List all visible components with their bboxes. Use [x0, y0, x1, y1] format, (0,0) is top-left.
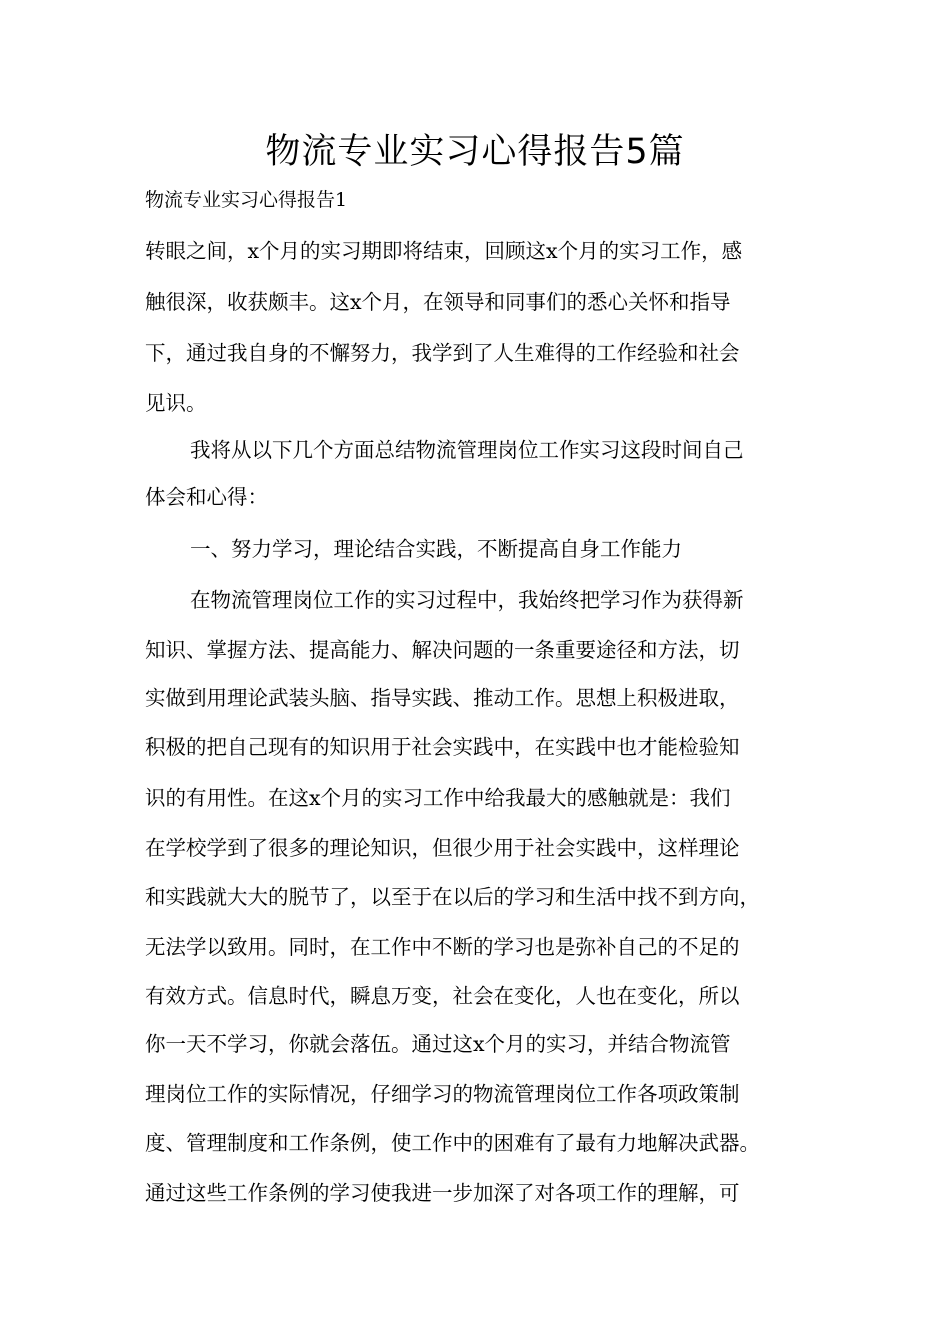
- paragraph-line: 你一天不学习，你就会落伍。通过这x个月的实习，并结合物流管: [145, 1032, 731, 1056]
- paragraph-line: 在物流管理岗位工作的实习过程中，我始终把学习作为获得新: [190, 588, 744, 612]
- paragraph-line: 体会和心得：: [145, 485, 268, 509]
- paragraph-line: 转眼之间，x个月的实习期即将结束，回顾这x个月的实习工作，感: [145, 239, 743, 263]
- paragraph-line: 度、管理制度和工作条例，使工作中的困难有了最有力地解决武器。: [145, 1131, 760, 1155]
- paragraph-line: 积极的把自己现有的知识用于社会实践中，在实践中也才能检验知: [145, 735, 740, 759]
- subsection-heading: 一、努力学习，理论结合实践，不断提高自身工作能力: [190, 537, 682, 561]
- paragraph-line: 下，通过我自身的不懈努力，我学到了人生难得的工作经验和社会: [145, 341, 740, 365]
- section-heading: 物流专业实习心得报告1: [145, 189, 348, 211]
- paragraph-line: 有效方式。信息时代，瞬息万变，社会在变化，人也在变化，所以: [145, 984, 740, 1008]
- paragraph-line: 通过这些工作条例的学习使我进一步加深了对各项工作的理解，可: [145, 1181, 740, 1205]
- paragraph-line: 见识。: [145, 391, 207, 415]
- paragraph-line: 知识、掌握方法、提高能力、解决问题的一条重要途径和方法，切: [145, 638, 740, 662]
- paragraph-line: 触很深，收获颇丰。这x个月，在领导和同事们的悉心关怀和指导: [145, 290, 731, 314]
- paragraph-line: 理岗位工作的实际情况，仔细学习的物流管理岗位工作各项政策制: [145, 1082, 740, 1106]
- paragraph-line: 实做到用理论武装头脑、指导实践、推动工作。思想上积极进取，: [145, 686, 740, 710]
- paragraph-line: 和实践就大大的脱节了，以至于在以后的学习和生活中找不到方向，: [145, 885, 760, 909]
- paragraph-line: 无法学以致用。同时，在工作中不断的学习也是弥补自己的不足的: [145, 935, 740, 959]
- paragraph-line: 识的有用性。在这x个月的实习工作中给我最大的感触就是：我们: [145, 786, 731, 810]
- paragraph-line: 我将从以下几个方面总结物流管理岗位工作实习这段时间自己: [190, 438, 744, 462]
- document-title: 物流专业实习心得报告5篇: [265, 132, 685, 172]
- paragraph-line: 在学校学到了很多的理论知识，但很少用于社会实践中，这样理论: [145, 836, 740, 860]
